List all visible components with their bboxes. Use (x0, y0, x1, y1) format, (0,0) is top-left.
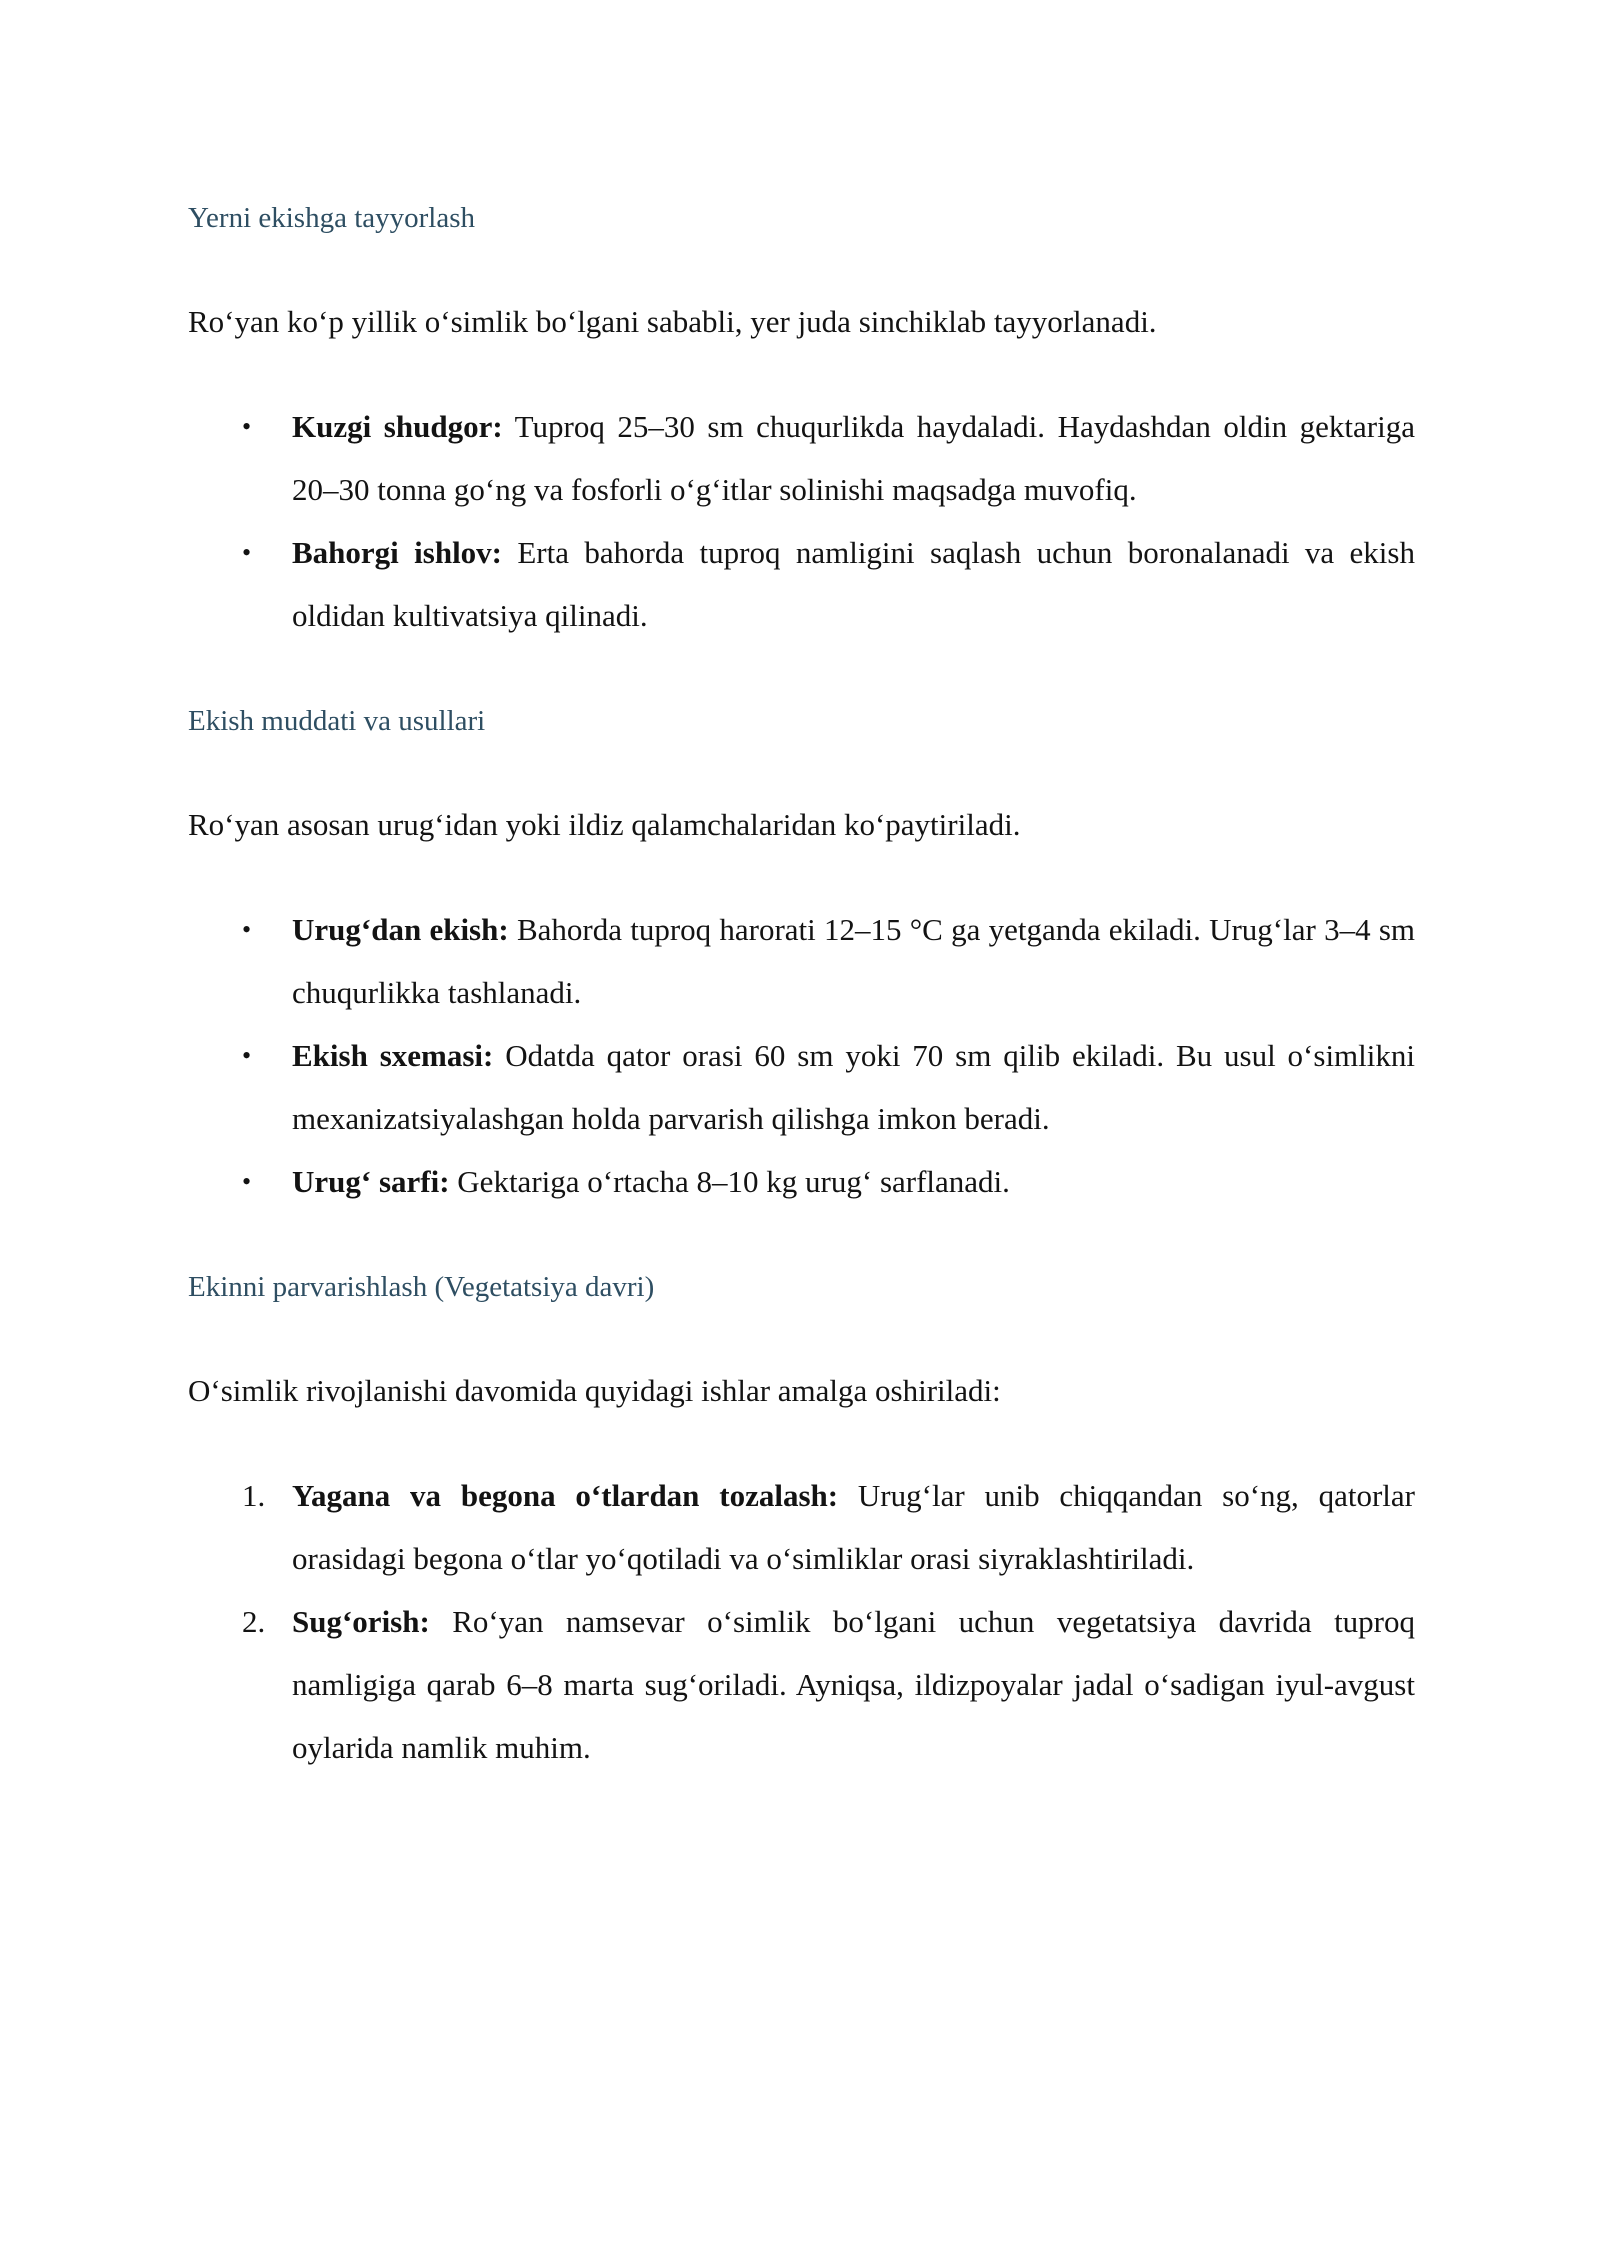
list-item-lead: Sug‘orish: (292, 1604, 430, 1639)
list-item-lead: Urug‘ sarfi: (292, 1164, 450, 1199)
list-item-text (292, 1164, 1010, 1199)
list-item-body: Odatda qator orasi 60 sm yoki 70 sm qilib ekiladi. Bu usul o‘simlikni mexanizatsiyalashgan holda parvarish qilishga imkon beradi. (292, 1038, 1416, 1136)
numbered-list (188, 1464, 1415, 1779)
section-heading: Ekinni parvarishlash (Vegetatsiya davri) (188, 1271, 655, 1303)
list-item-lead: Ekish sxemasi: (292, 1038, 494, 1073)
list-item-body: Ro‘yan namsevar o‘simlik bo‘lgani uchun vegetatsiya davrida tuproq namligiga qarab 6–8 marta sug‘oriladi. Ayniqsa, ildizpoyalar jadal o‘sadigan iyul-avgust oylarida namlik muhim. (292, 1604, 1416, 1765)
list-item-text (292, 1604, 1415, 1765)
list-item-body: Erta bahorda tuproq namligini saqlash uchun boronalanadi va ekish oldidan kultivatsiya qilinadi. (292, 535, 1415, 633)
list-item-body: Bahorda tuproq harorati 12–15 °C ga yetganda ekiladi. Urug‘lar 3–4 sm chuqurlikka tashlanadi. (292, 912, 1415, 1010)
number-marker: 1. (242, 1478, 266, 1513)
list-item-lead: Yagana va begona o‘tlardan tozalash: (292, 1478, 839, 1513)
list-item (188, 1024, 1415, 1150)
list-item-text (292, 912, 1415, 1010)
bullet-list (188, 395, 1415, 647)
bullet-list (188, 898, 1415, 1213)
list-item-lead: Bahorgi ishlov: (292, 535, 502, 570)
bullet-marker: • (242, 538, 252, 567)
list-item (188, 521, 1415, 647)
list-item-body: Gektariga o‘rtacha 8–10 kg urug‘ sarflanadi. (457, 1164, 1010, 1199)
section-intro-paragraph: Ro‘yan ko‘p yillik o‘simlik bo‘lgani sababli, yer juda sinchiklab tayyorlanadi. (188, 304, 1157, 339)
list-item (188, 1590, 1415, 1779)
section-ekish-muddati-va-usullari (188, 699, 1415, 1213)
section-heading: Yerni ekishga tayyorlash (188, 202, 476, 234)
list-item-lead: Kuzgi shudgor: (292, 409, 503, 444)
list-item-text (292, 535, 1415, 633)
section-intro-paragraph: O‘simlik rivojlanishi davomida quyidagi ishlar amalga oshiriladi: (188, 1373, 1001, 1408)
section-ekinni-parvarishlash (188, 1265, 1415, 1779)
list-item-body: Tuproq 25–30 sm chuqurlikda haydaladi. Haydashdan oldin gektariga 20–30 tonna go‘ng va fosforli o‘g‘itlar solinishi maqsadga muvofiq. (292, 409, 1415, 507)
list-item-text (292, 409, 1415, 507)
list-item (188, 1150, 1415, 1213)
list-item-body: Urug‘lar unib chiqqandan so‘ng, qatorlar orasidagi begona o‘tlar yo‘qotiladi va o‘simliklar orasi siyraklashtiriladi. (292, 1478, 1416, 1576)
bullet-marker: • (242, 412, 252, 441)
list-item (188, 395, 1415, 521)
list-item-text (292, 1038, 1415, 1136)
number-marker: 2. (242, 1604, 266, 1639)
list-item-lead: Urug‘dan ekish: (292, 912, 509, 947)
section-intro-paragraph: Ro‘yan asosan urug‘idan yoki ildiz qalamchalaridan ko‘paytiriladi. (188, 807, 1021, 842)
bullet-marker: • (242, 1167, 252, 1196)
list-item (188, 898, 1415, 1024)
list-item (188, 1464, 1415, 1590)
list-item-text (292, 1478, 1415, 1576)
section-yerni-ekishga-tayyorlash (188, 196, 1415, 647)
document-content (188, 196, 1415, 1779)
section-heading: Ekish muddati va usullari (188, 705, 486, 737)
bullet-marker: • (242, 1041, 252, 1070)
bullet-marker: • (242, 915, 252, 944)
